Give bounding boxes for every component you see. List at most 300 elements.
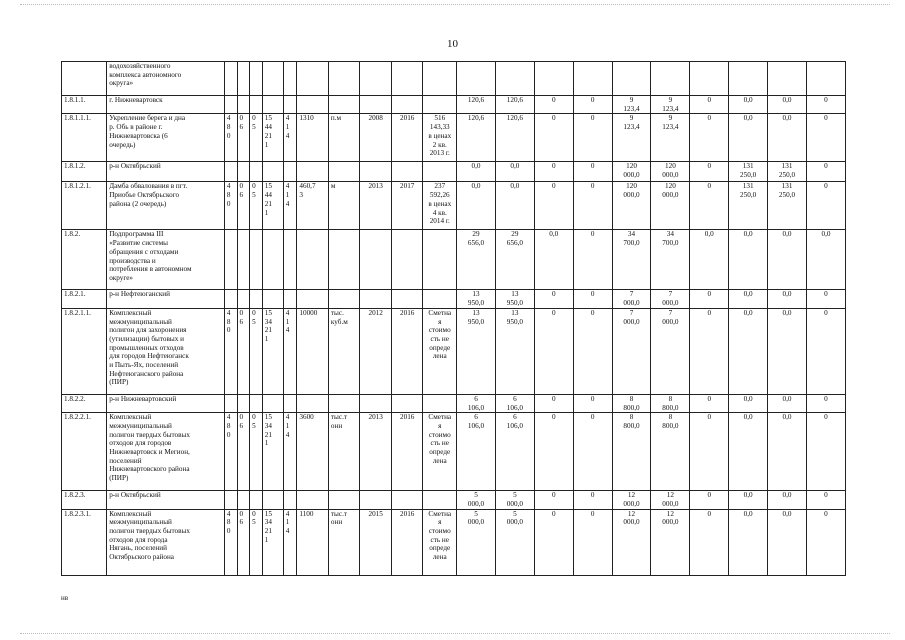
table-row — [62, 308, 846, 394]
empty-cell — [391, 491, 423, 509]
value-cell-text: 120,6 — [467, 114, 485, 123]
value-cell — [534, 230, 573, 290]
empty-cell — [237, 394, 250, 412]
code-cell-text: 1.8.2.1.1. — [64, 308, 91, 317]
empty-cell — [360, 491, 392, 509]
name-cell-text: р-н Нефтеюганский — [109, 290, 171, 299]
empty-cell — [283, 290, 297, 308]
capacity-cell-text: 460,7 3 — [299, 182, 316, 200]
value-cell — [729, 308, 768, 394]
empty-cell — [224, 62, 237, 96]
estimated-cost-cell-text: Сметна я стоимо сть не опреде лена — [428, 308, 452, 361]
code-cell — [62, 182, 107, 230]
code-cell-text: 1.8.1.1.1. — [64, 114, 91, 123]
empty-cell — [328, 394, 360, 412]
value-cell-text: 0 — [551, 162, 556, 171]
value-cell-text: 9 123,4 — [662, 114, 679, 132]
unit-cell — [328, 308, 360, 394]
empty-cell — [262, 394, 283, 412]
end-year-cell — [391, 308, 423, 394]
value-cell-text: 0 — [707, 96, 712, 104]
unit-cell-text: тыс.т онн — [330, 413, 348, 430]
empty-cell — [423, 290, 457, 308]
empty-cell — [297, 290, 329, 308]
classifier-cell-text: 4 8 0 — [226, 509, 231, 536]
value-cell — [612, 394, 651, 412]
empty-cell — [651, 62, 690, 96]
start-year-cell-text: 2008 — [368, 114, 383, 123]
empty-cell — [423, 230, 457, 290]
value-cell — [651, 182, 690, 230]
classifier-cell-text: 4 1 4 — [285, 182, 290, 208]
table-row — [62, 96, 846, 114]
value-cell — [612, 308, 651, 394]
estimated-cost-cell-text: 516 143,33 в ценах 2 кв. 2013 г. — [428, 114, 452, 158]
value-cell-text: 0 — [551, 413, 556, 422]
estimated-cost-cell-text: 237 592,26 в ценах 4 кв. 2014 г. — [428, 182, 452, 226]
value-cell — [573, 491, 612, 509]
empty-cell — [391, 162, 423, 182]
classifier-cell — [224, 413, 237, 491]
value-cell — [495, 182, 534, 230]
value-cell-text: 6 106,0 — [506, 394, 523, 412]
value-cell — [690, 162, 729, 182]
classifier-cell-text: 15 34 21 1 — [264, 509, 272, 544]
classifier-cell-text: 0 5 — [252, 413, 256, 430]
code-cell — [62, 230, 107, 290]
value-cell-text: 0 — [824, 491, 828, 500]
name-cell — [107, 162, 225, 182]
table-row — [62, 290, 846, 308]
value-cell — [768, 182, 807, 230]
name-cell-text: Укрепление берега и дна р. Обь в районе г. Нижневартовска (6 очередь) — [109, 114, 186, 149]
value-cell-text: 7 000,0 — [623, 308, 640, 326]
empty-cell — [262, 62, 283, 96]
value-cell — [768, 290, 807, 308]
value-cell — [768, 162, 807, 182]
value-cell-text: 131 250,0 — [740, 182, 757, 200]
unit-cell — [328, 114, 360, 162]
unit-cell — [328, 182, 360, 230]
estimated-cost-cell — [423, 413, 457, 491]
classifier-cell — [262, 182, 283, 230]
value-cell-text: 0 — [551, 114, 556, 123]
value-cell — [534, 114, 573, 162]
value-cell — [690, 394, 729, 412]
value-cell — [612, 114, 651, 162]
value-cell-text: 7 000,0 — [623, 290, 640, 308]
value-cell-text: 8 800,0 — [662, 394, 679, 412]
classifier-cell — [250, 509, 263, 575]
name-cell-text: Дамба обвалования в пгт. Приобье Октябрьского района (2 очередь) — [109, 182, 188, 208]
empty-cell — [297, 230, 329, 290]
value-cell-text: 0,0 — [743, 413, 753, 422]
value-cell — [457, 491, 496, 509]
estimated-cost-cell-text: Сметна я стоимо сть не опреде лена — [428, 413, 452, 465]
capacity-cell-text: 1310 — [299, 114, 314, 123]
unit-cell-text: тыс. куб.м — [330, 308, 348, 326]
name-cell-text: г. Нижневартовск — [109, 96, 163, 104]
capacity-cell-text: 10000 — [299, 308, 318, 317]
end-year-cell-text: 2016 — [400, 114, 415, 123]
value-cell — [806, 114, 845, 162]
value-cell — [690, 230, 729, 290]
value-cell — [651, 394, 690, 412]
value-cell — [495, 413, 534, 491]
value-cell — [806, 394, 845, 412]
start-year-cell — [360, 509, 392, 575]
start-year-cell-text: 2015 — [368, 509, 383, 518]
classifier-cell — [250, 182, 263, 230]
value-cell-text: 5 000,0 — [467, 509, 485, 527]
name-cell — [107, 114, 225, 162]
empty-cell — [328, 96, 360, 114]
value-cell-text: 0 — [824, 413, 828, 422]
classifier-cell — [237, 509, 250, 575]
value-cell — [457, 162, 496, 182]
value-cell-text: 29 656,0 — [506, 230, 523, 248]
value-cell — [573, 162, 612, 182]
name-cell — [107, 308, 225, 394]
capacity-cell — [297, 114, 329, 162]
classifier-cell — [283, 308, 297, 394]
value-cell — [495, 491, 534, 509]
empty-cell — [806, 62, 845, 96]
value-cell — [729, 114, 768, 162]
value-cell — [768, 509, 807, 575]
end-year-cell-text: 2016 — [400, 509, 415, 518]
empty-cell — [391, 230, 423, 290]
empty-cell — [423, 96, 457, 114]
classifier-cell-text: 0 5 — [252, 308, 256, 326]
value-cell — [690, 182, 729, 230]
value-cell — [806, 182, 845, 230]
value-cell — [768, 96, 807, 114]
code-cell — [62, 308, 107, 394]
value-cell-text: 0,0 — [782, 290, 792, 299]
end-year-cell — [391, 509, 423, 575]
value-cell-text: 0 — [824, 290, 828, 299]
value-cell — [573, 96, 612, 114]
start-year-cell — [360, 182, 392, 230]
value-cell-text: 0 — [824, 509, 828, 518]
name-cell-text: Комплексный межмуниципальный полигон твердых бытовых отходов для города Нягань, поселений Октябрьского района — [109, 509, 190, 562]
value-cell — [768, 394, 807, 412]
classifier-cell-text: 15 44 21 1 — [264, 114, 272, 149]
empty-cell — [283, 62, 297, 96]
value-cell — [768, 413, 807, 491]
empty-cell — [360, 394, 392, 412]
capacity-cell — [297, 509, 329, 575]
empty-cell — [283, 162, 297, 182]
empty-cell — [328, 290, 360, 308]
value-cell — [534, 290, 573, 308]
value-cell — [612, 182, 651, 230]
value-cell — [729, 491, 768, 509]
value-cell-text: 131 250,0 — [740, 162, 757, 180]
value-cell — [457, 413, 496, 491]
empty-cell — [328, 491, 360, 509]
value-cell-text: 0 — [824, 182, 828, 191]
value-cell — [573, 509, 612, 575]
value-cell — [457, 290, 496, 308]
empty-cell — [237, 162, 250, 182]
empty-cell — [224, 230, 237, 290]
empty-cell — [534, 62, 573, 96]
empty-cell — [360, 290, 392, 308]
table-row — [62, 114, 846, 162]
value-cell — [573, 182, 612, 230]
empty-cell — [237, 96, 250, 114]
empty-cell — [423, 162, 457, 182]
value-cell-text: 120,6 — [467, 96, 485, 104]
value-cell-text: 0,0 — [743, 394, 753, 403]
empty-cell — [297, 491, 329, 509]
table-row — [62, 182, 846, 230]
empty-cell — [250, 230, 263, 290]
value-cell-text: 0 — [590, 290, 595, 299]
empty-cell — [283, 230, 297, 290]
classifier-cell-text: 15 44 21 1 — [264, 182, 272, 217]
classifier-cell-text: 4 8 0 — [226, 182, 231, 208]
table-row — [62, 162, 846, 182]
value-cell-text: 0 — [551, 182, 556, 191]
end-year-cell-text: 2017 — [400, 182, 415, 191]
capacity-cell — [297, 182, 329, 230]
value-cell-text: 7 000,0 — [662, 308, 679, 326]
value-cell-text: 0,0 — [549, 230, 559, 239]
value-cell-text: 0 — [824, 308, 828, 317]
value-cell-text: 0 — [551, 491, 556, 500]
classifier-cell-text: 15 34 21 1 — [264, 413, 272, 448]
name-cell — [107, 290, 225, 308]
value-cell — [573, 308, 612, 394]
value-cell-text: 0 — [707, 413, 712, 422]
code-cell — [62, 114, 107, 162]
empty-cell — [283, 394, 297, 412]
classifier-cell-text: 15 34 21 1 — [264, 308, 272, 343]
value-cell — [495, 96, 534, 114]
value-cell-text: 0 — [707, 509, 712, 518]
code-cell — [62, 394, 107, 412]
empty-cell — [262, 290, 283, 308]
start-year-cell-text: 2013 — [368, 182, 383, 191]
capacity-cell — [297, 308, 329, 394]
value-cell — [806, 290, 845, 308]
empty-cell — [612, 62, 651, 96]
table-row — [62, 491, 846, 509]
empty-cell — [495, 62, 534, 96]
value-cell — [573, 114, 612, 162]
classifier-cell-text: 0 6 — [239, 413, 244, 430]
scan-top-edge — [20, 4, 890, 5]
value-cell — [690, 509, 729, 575]
empty-cell — [328, 230, 360, 290]
footer-mark: нв — [61, 594, 69, 602]
end-year-cell — [391, 182, 423, 230]
value-cell — [729, 290, 768, 308]
classifier-cell-text: 4 1 4 — [285, 413, 290, 439]
empty-cell — [224, 394, 237, 412]
value-cell — [806, 230, 845, 290]
name-cell — [107, 509, 225, 575]
value-cell — [495, 230, 534, 290]
unit-cell-text: м — [330, 182, 336, 191]
empty-cell — [391, 96, 423, 114]
empty-cell — [250, 62, 263, 96]
table-body — [62, 62, 846, 576]
classifier-cell — [224, 509, 237, 575]
value-cell-text: 120 000,0 — [623, 182, 640, 200]
empty-cell — [237, 491, 250, 509]
classifier-cell — [224, 182, 237, 230]
value-cell — [534, 182, 573, 230]
empty-cell — [250, 491, 263, 509]
name-cell-text: р-н Октябрьский — [109, 162, 161, 171]
page-number: 10 — [447, 38, 458, 50]
empty-cell — [237, 230, 250, 290]
value-cell-text: 9 123,4 — [662, 96, 679, 113]
empty-cell — [237, 62, 250, 96]
value-cell — [768, 114, 807, 162]
value-cell — [651, 162, 690, 182]
value-cell-text: 6 106,0 — [467, 413, 485, 430]
classifier-cell — [224, 308, 237, 394]
value-cell-text: 0 — [707, 394, 712, 403]
value-cell-text: 0,0 — [704, 230, 714, 239]
name-cell — [107, 413, 225, 491]
start-year-cell-text: 2012 — [368, 308, 383, 317]
table-row — [62, 413, 846, 491]
empty-cell — [768, 62, 807, 96]
value-cell-text: 8 800,0 — [623, 413, 640, 430]
code-cell — [62, 96, 107, 114]
value-cell-text: 5 000,0 — [467, 491, 485, 508]
capacity-cell — [297, 413, 329, 491]
empty-cell — [573, 62, 612, 96]
value-cell — [457, 509, 496, 575]
value-cell-text: 120 000,0 — [662, 182, 679, 200]
empty-cell — [262, 162, 283, 182]
value-cell — [729, 509, 768, 575]
classifier-cell-text: 0 6 — [239, 114, 244, 132]
value-cell — [573, 394, 612, 412]
value-cell-text: 0 — [551, 290, 556, 299]
value-cell — [729, 162, 768, 182]
value-cell-text: 0,0 — [743, 290, 753, 299]
name-cell-text: Подпрограмма III «Развитие системы обращения с отходами производства и потребления в автономном округе» — [109, 230, 192, 282]
value-cell-text: 0 — [590, 394, 595, 403]
classifier-cell — [237, 413, 250, 491]
code-cell-text: 1.8.1.2. — [64, 162, 86, 171]
value-cell-text: 0,0 — [743, 114, 753, 123]
classifier-cell — [262, 413, 283, 491]
value-cell-text: 9 123,4 — [623, 114, 640, 132]
empty-cell — [262, 96, 283, 114]
value-cell-text: 34 700,0 — [623, 230, 640, 248]
classifier-cell — [262, 114, 283, 162]
value-cell-text: 0 — [590, 96, 595, 104]
value-cell-text: 6 106,0 — [467, 394, 485, 412]
classifier-cell-text: 4 1 4 — [285, 114, 290, 140]
value-cell-text: 0,0 — [782, 114, 792, 123]
value-cell — [651, 290, 690, 308]
value-cell-text: 0,0 — [743, 491, 753, 500]
empty-cell — [283, 96, 297, 114]
code-cell-text: 1.8.2.2. — [64, 394, 86, 403]
value-cell-text: 8 800,0 — [623, 394, 640, 412]
empty-cell — [690, 62, 729, 96]
value-cell — [768, 491, 807, 509]
value-cell-text: 0 — [590, 162, 595, 171]
estimated-cost-cell — [423, 114, 457, 162]
value-cell-text: 0 — [707, 114, 712, 123]
value-cell — [612, 290, 651, 308]
classifier-cell — [224, 114, 237, 162]
value-cell — [457, 114, 496, 162]
value-cell — [651, 308, 690, 394]
value-cell — [457, 182, 496, 230]
value-cell — [612, 509, 651, 575]
value-cell — [651, 413, 690, 491]
empty-cell — [729, 62, 768, 96]
empty-cell — [457, 62, 496, 96]
classifier-cell — [250, 114, 263, 162]
empty-cell — [360, 230, 392, 290]
value-cell — [806, 413, 845, 491]
empty-cell — [391, 62, 423, 96]
end-year-cell — [391, 114, 423, 162]
value-cell — [457, 308, 496, 394]
value-cell-text: 120 000,0 — [623, 162, 640, 180]
value-cell — [690, 96, 729, 114]
empty-cell — [391, 394, 423, 412]
value-cell-text: 12 000,0 — [623, 509, 640, 527]
value-cell-text: 0,0 — [821, 230, 831, 239]
name-cell — [107, 230, 225, 290]
value-cell-text: 12 000,0 — [662, 491, 679, 508]
value-cell — [573, 230, 612, 290]
value-cell-text: 0,0 — [743, 96, 753, 104]
code-cell-text: 1.8.2.1. — [64, 290, 86, 299]
value-cell-text: 0,0 — [743, 230, 753, 239]
classifier-cell-text: 4 8 0 — [226, 114, 231, 140]
value-cell-text: 0 — [707, 491, 712, 500]
value-cell-text: 0,0 — [782, 413, 792, 422]
value-cell — [690, 413, 729, 491]
value-cell-text: 120 000,0 — [662, 162, 679, 180]
value-cell — [573, 290, 612, 308]
value-cell — [534, 96, 573, 114]
value-cell-text: 6 106,0 — [506, 413, 523, 430]
value-cell-text: 0 — [590, 230, 595, 239]
value-cell — [495, 290, 534, 308]
empty-cell — [423, 491, 457, 509]
name-cell-text: Комплексный межмуниципальный полигон твердых бытовых отходов для городов Нижневартовск и Мегион, поселений Нижневартовского района (ПИР) — [109, 413, 190, 483]
value-cell-text: 0 — [707, 162, 712, 171]
code-cell — [62, 491, 107, 509]
value-cell-text: 12 000,0 — [662, 509, 679, 527]
empty-cell — [250, 162, 263, 182]
value-cell-text: 120,6 — [506, 114, 523, 123]
value-cell — [690, 114, 729, 162]
value-cell-text: 13 950,0 — [467, 308, 485, 326]
value-cell-text: 0 — [590, 491, 595, 500]
value-cell-text: 0,0 — [782, 96, 792, 104]
empty-cell — [360, 162, 392, 182]
value-cell-text: 0 — [590, 114, 595, 123]
estimated-cost-cell — [423, 509, 457, 575]
